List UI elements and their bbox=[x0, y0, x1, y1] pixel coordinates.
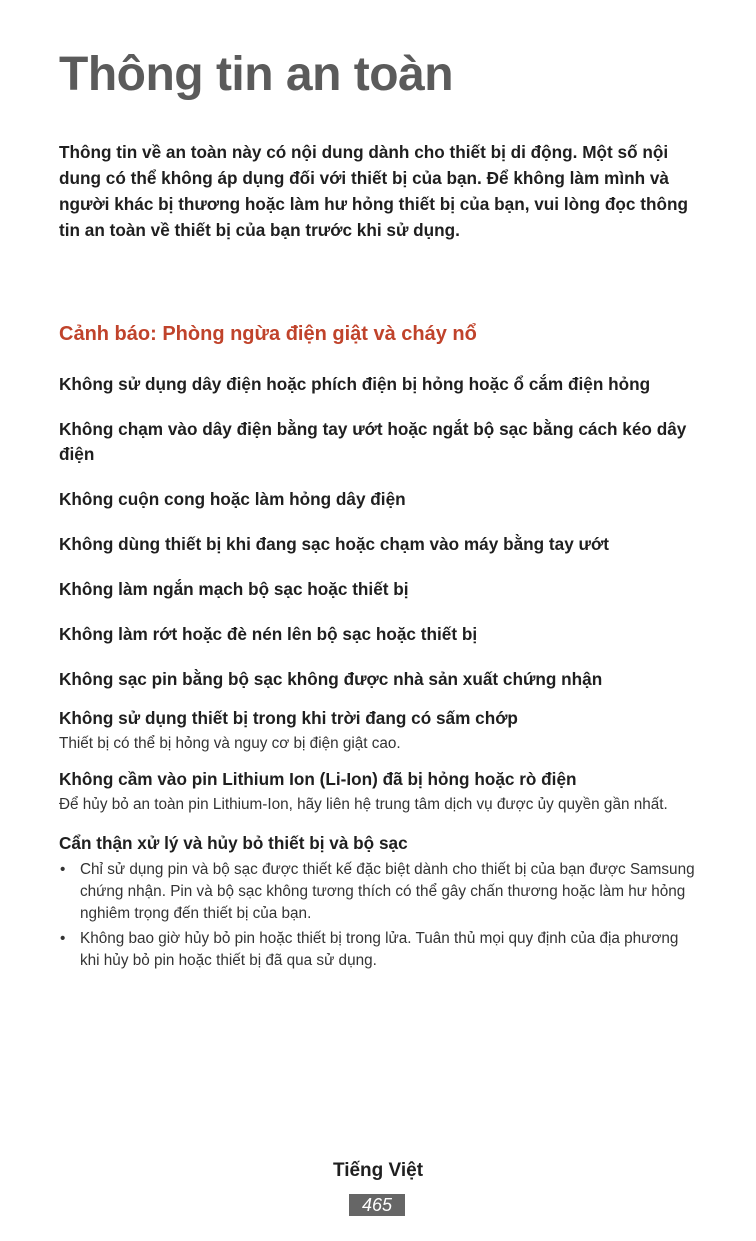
safety-item bbox=[59, 417, 699, 467]
safety-item-heading: Không dùng thiết bị khi đang sạc hoặc chạm vào máy bằng tay ướt bbox=[59, 534, 609, 554]
page-number: 465 bbox=[349, 1194, 405, 1216]
safety-item bbox=[59, 831, 699, 972]
bullet-text: Không bao giờ hủy bỏ pin hoặc thiết bị trong lửa. Tuân thủ mọi quy định của địa phương khi hủy bỏ pin hoặc thiết bị đã qua sử dụng. bbox=[80, 930, 679, 969]
safety-item-heading: Không sử dụng dây điện hoặc phích điện bị hỏng hoặc ổ cắm điện hỏng bbox=[59, 374, 651, 394]
bullet-item bbox=[59, 859, 699, 925]
safety-item-heading: Cẩn thận xử lý và hủy bỏ thiết bị và bộ sạc bbox=[59, 833, 408, 853]
safety-item bbox=[59, 372, 699, 397]
bullet-icon: • bbox=[60, 930, 66, 947]
safety-item bbox=[59, 667, 699, 692]
intro-paragraph: Thông tin về an toàn này có nội dung dành cho thiết bị di động. Một số nội dung có thể không áp dụng đối với thiết bị của bạn. Để không làm mình và người khác bị thương hoặc làm hư hỏng thiết bị của bạn, vui lòng đọc thông tin an toàn về thiết bị của bạn trước khi sử dụng. bbox=[59, 142, 688, 240]
safety-item-heading: Không cuộn cong hoặc làm hỏng dây điện bbox=[59, 489, 406, 509]
safety-item-heading: Không sử dụng thiết bị trong khi trời đang có sấm chớp bbox=[59, 708, 518, 728]
safety-item bbox=[59, 622, 699, 647]
safety-item-heading: Không cầm vào pin Lithium Ion (Li-Ion) đã bị hỏng hoặc rò điện bbox=[59, 769, 577, 789]
safety-item-description: Thiết bị có thể bị hỏng và nguy cơ bị điện giật cao. bbox=[59, 735, 401, 752]
safety-item bbox=[59, 577, 699, 602]
bullet-list bbox=[59, 859, 699, 972]
safety-items bbox=[59, 372, 699, 975]
safety-item bbox=[59, 767, 699, 816]
footer-language: Tiếng Việt bbox=[332, 1160, 424, 1181]
safety-item bbox=[59, 487, 699, 512]
safety-item-heading: Không sạc pin bằng bộ sạc không được nhà sản xuất chứng nhận bbox=[59, 669, 603, 689]
safety-item-heading: Không chạm vào dây điện bằng tay ướt hoặc ngắt bộ sạc bằng cách kéo dây điện bbox=[59, 419, 687, 464]
bullet-text: Chỉ sử dụng pin và bộ sạc được thiết kế đặc biệt dành cho thiết bị của bạn được Samsung chứng nhận. Pin và bộ sạc không tương thích có thể gây chấn thương hoặc làm hư hỏng nghiêm trọng đến thiết bị của bạn. bbox=[80, 861, 695, 922]
page-title: Thông tin an toàn bbox=[59, 48, 454, 101]
safety-item-description: Để hủy bỏ an toàn pin Lithium-Ion, hãy liên hệ trung tâm dịch vụ được ủy quyền gần nhất. bbox=[59, 796, 668, 813]
safety-item bbox=[59, 706, 699, 755]
safety-item-heading: Không làm ngắn mạch bộ sạc hoặc thiết bị bbox=[59, 579, 409, 599]
section-heading: Cảnh báo: Phòng ngừa điện giật và cháy nổ bbox=[59, 323, 477, 345]
safety-item-heading: Không làm rớt hoặc đè nén lên bộ sạc hoặc thiết bị bbox=[59, 624, 478, 644]
bullet-icon: • bbox=[60, 861, 66, 878]
safety-item bbox=[59, 532, 699, 557]
bullet-item bbox=[59, 928, 699, 972]
